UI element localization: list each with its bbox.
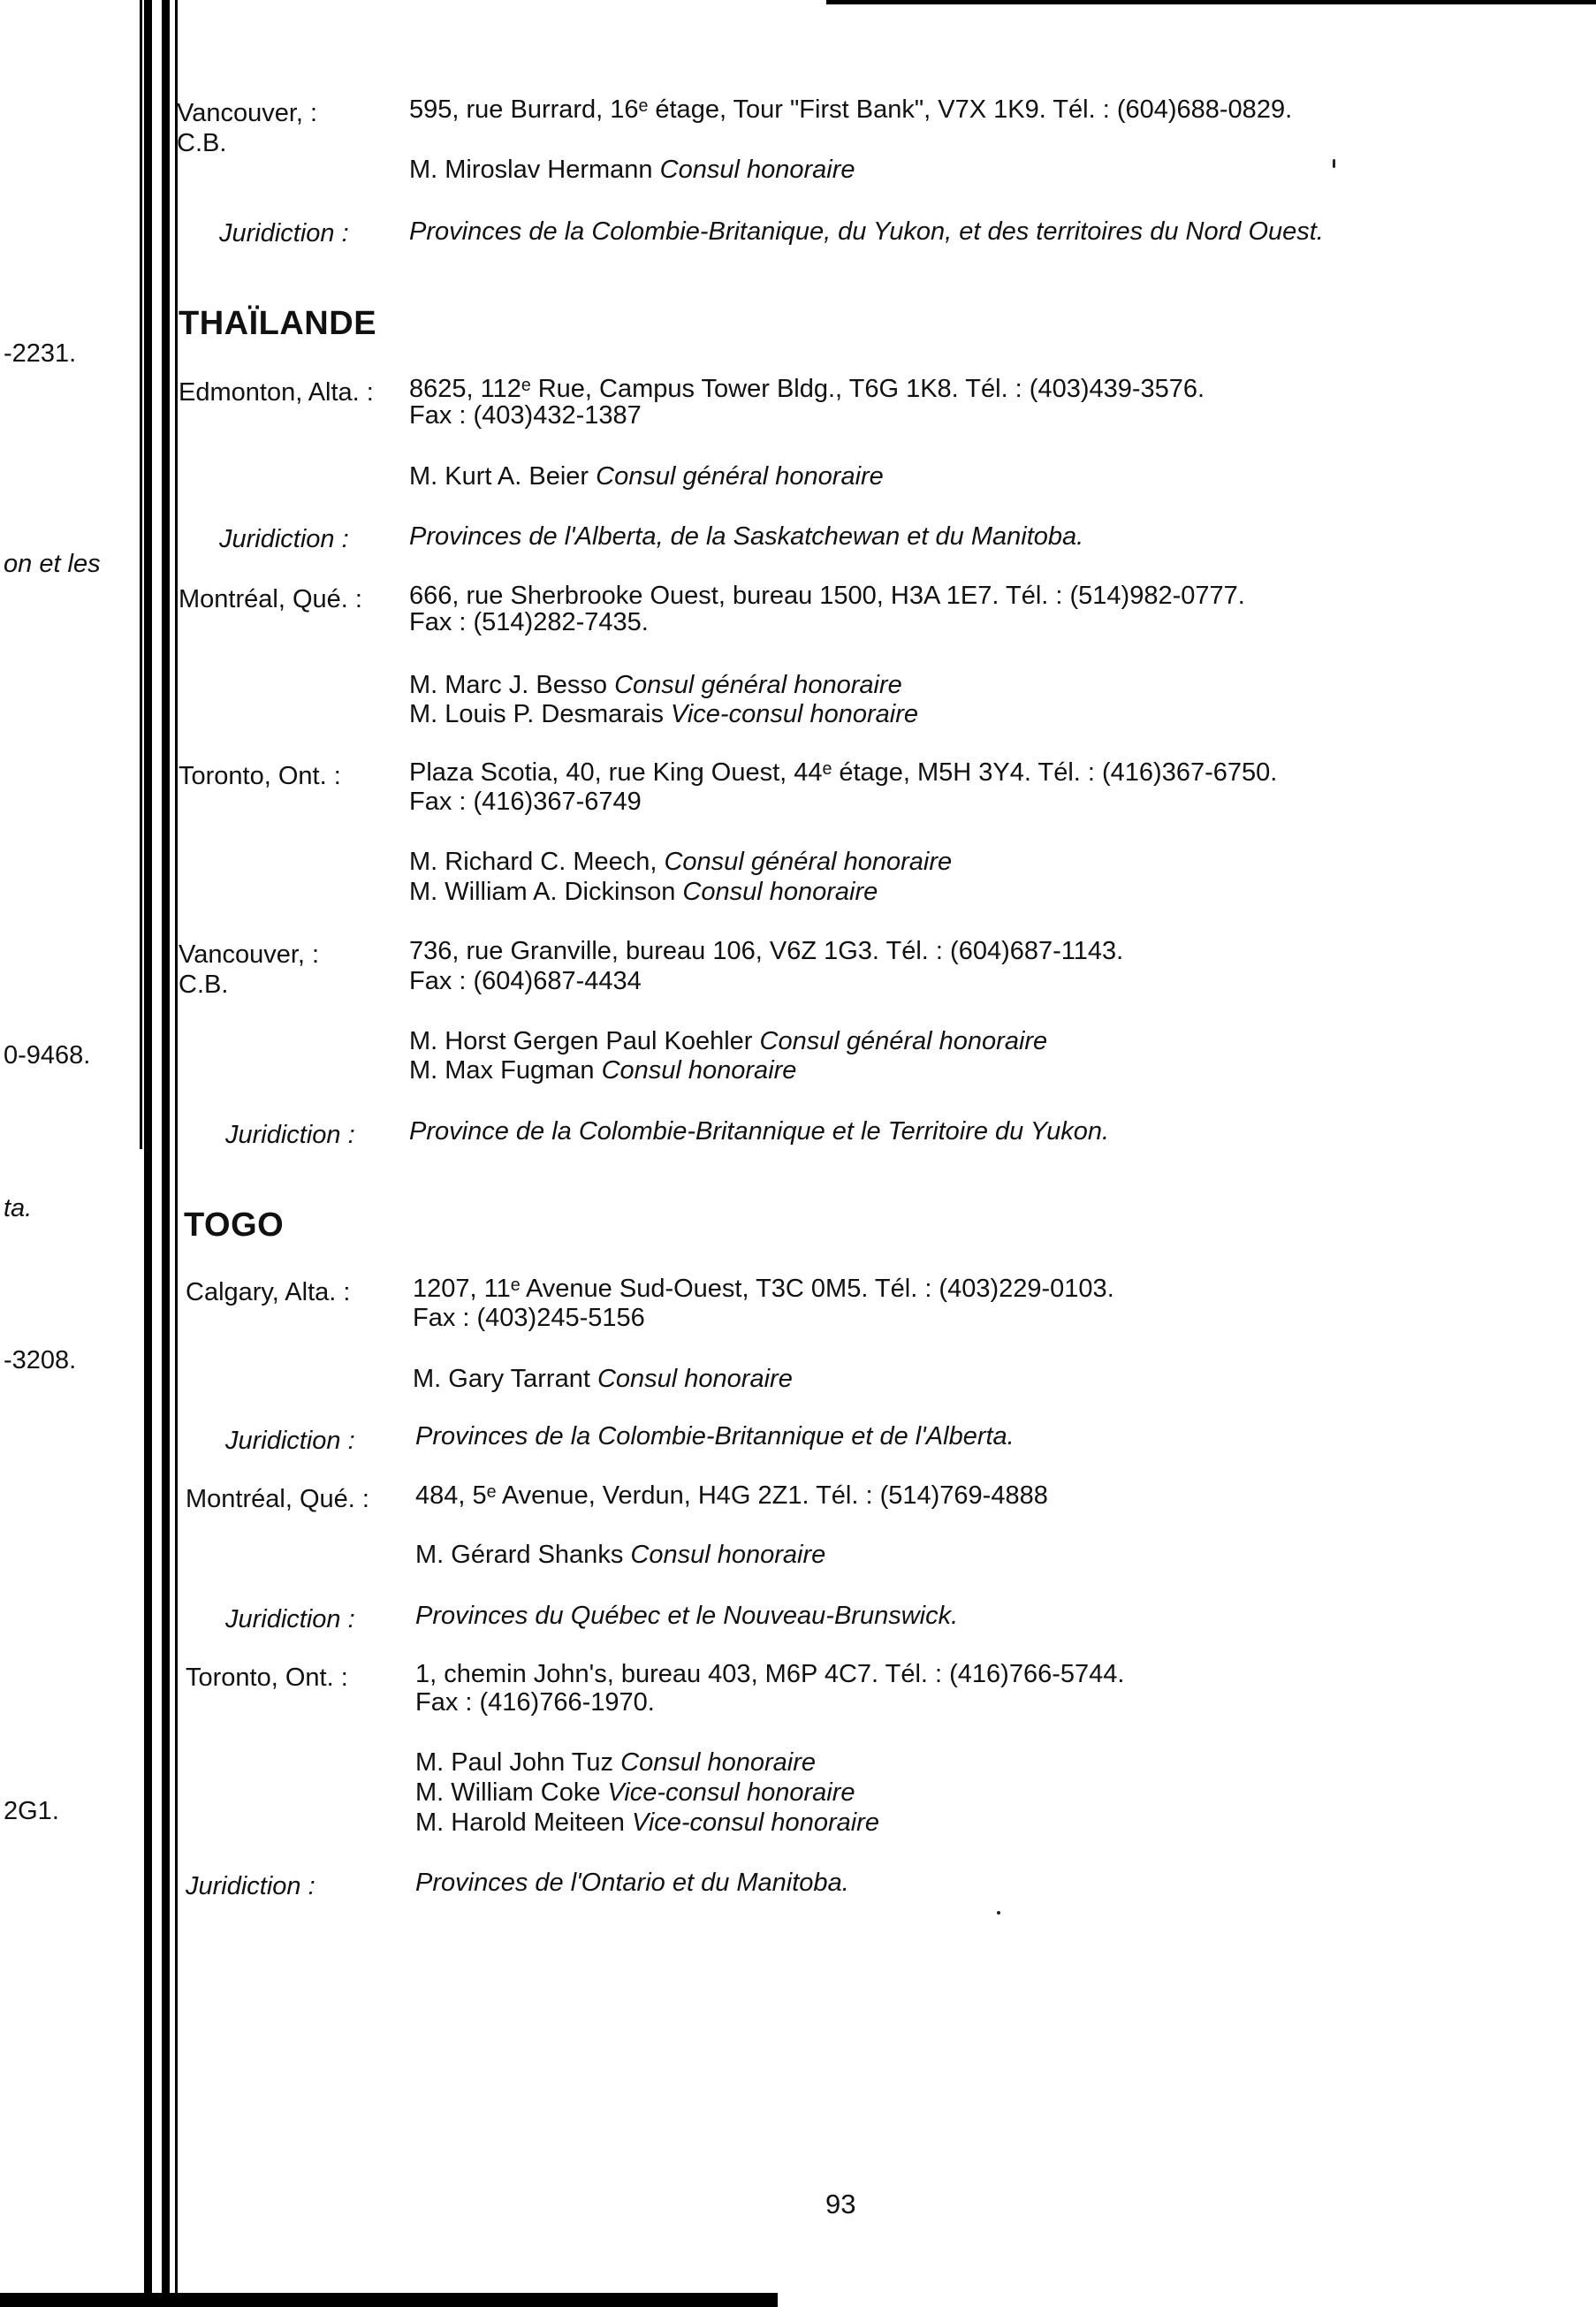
person-line xyxy=(409,1056,796,1085)
person-title: Consul général honoraire xyxy=(596,462,884,491)
person-line xyxy=(409,848,952,877)
person-line xyxy=(415,1808,879,1838)
person-line xyxy=(415,1778,855,1808)
person-title: Consul honoraire xyxy=(682,878,878,906)
city-label: Edmonton, Alta. : xyxy=(179,378,374,407)
person-line xyxy=(409,878,878,907)
margin-fragment: 2G1. xyxy=(4,1797,59,1825)
binding-edge xyxy=(162,0,170,2307)
person-title: Vice-consul honoraire xyxy=(671,700,918,728)
person-title: Consul honoraire xyxy=(620,1748,816,1777)
scan-speck xyxy=(997,1911,1000,1915)
person-title: Consul général honoraire xyxy=(614,671,902,699)
jurisdiction-text: Provinces du Québec et le Nouveau-Brunswick. xyxy=(415,1602,959,1630)
address-line: 736, rue Granville, bureau 106, V6Z 1G3. Tél. : (604)687-1143. xyxy=(409,937,1124,965)
person-name: M. William Coke xyxy=(415,1778,601,1807)
jurisdiction-text: Provinces de l'Ontario et du Manitoba. xyxy=(415,1869,849,1897)
country-heading: THAÏLANDE xyxy=(179,305,377,342)
jurisdiction-label: Juridiction : xyxy=(225,1121,355,1149)
person-name: M. Max Fugman xyxy=(409,1056,595,1085)
city-label: Vancouver, : xyxy=(179,940,320,969)
person-name: M. Harold Meiteen xyxy=(415,1808,625,1837)
city-label: Vancouver, : xyxy=(177,99,318,127)
person-name: M. Richard C. Meech, xyxy=(409,848,657,876)
person-line xyxy=(409,1027,1047,1056)
address-line: 666, rue Sherbrooke Ouest, bureau 1500, H3A 1E7. Tél. : (514)982-0777. xyxy=(409,582,1245,610)
province-label: C.B. xyxy=(177,129,227,157)
person-line xyxy=(409,462,884,491)
person-name: M. Louis P. Desmarais xyxy=(409,700,664,728)
scan-edge-bottom xyxy=(0,2293,778,2307)
person-title: Vice-consul honoraire xyxy=(607,1778,855,1807)
fax-line: Fax : (416)766-1970. xyxy=(415,1688,655,1717)
person-title: Consul honoraire xyxy=(597,1365,793,1393)
jurisdiction-label: Juridiction : xyxy=(225,1427,355,1455)
person-name: M. Paul John Tuz xyxy=(415,1748,614,1777)
margin-fragment: ta. xyxy=(4,1194,33,1222)
person-title: Consul honoraire xyxy=(659,156,855,184)
address-line: Plaza Scotia, 40, rue King Ouest, 44ᵉ étage, M5H 3Y4. Tél. : (416)367-6750. xyxy=(409,758,1278,787)
scan-speck xyxy=(1333,159,1335,168)
city-label: Toronto, Ont. : xyxy=(186,1664,348,1692)
city-label: Montréal, Qué. : xyxy=(186,1485,369,1513)
person-name: M. William A. Dickinson xyxy=(409,878,676,906)
person-line xyxy=(413,1365,793,1394)
fax-line: Fax : (403)245-5156 xyxy=(413,1304,645,1332)
person-name: M. Miroslav Hermann xyxy=(409,156,653,184)
person-line xyxy=(415,1541,825,1570)
margin-fragment: 0-9468. xyxy=(4,1041,91,1070)
province-label: C.B. xyxy=(179,971,229,999)
city-label: Montréal, Qué. : xyxy=(179,585,362,613)
facing-page-edge xyxy=(140,0,142,1149)
person-title: Consul général honoraire xyxy=(759,1027,1048,1055)
address-line: 595, rue Burrard, 16ᵉ étage, Tour "First Bank", V7X 1K9. Tél. : (604)688-0829. xyxy=(409,95,1293,124)
binding-edge xyxy=(175,0,178,2307)
jurisdiction-text: Provinces de la Colombie-Britanique, du Yukon, et des territoires du Nord Ouest. xyxy=(409,217,1324,246)
fax-line: Fax : (604)687-4434 xyxy=(409,967,642,995)
person-name: M. Marc J. Besso xyxy=(409,671,607,699)
person-title: Consul général honoraire xyxy=(664,848,953,876)
person-name: M. Kurt A. Beier xyxy=(409,462,589,491)
jurisdiction-text: Provinces de la Colombie-Britannique et de l'Alberta. xyxy=(415,1422,1015,1450)
jurisdiction-text: Provinces de l'Alberta, de la Saskatchewan et du Manitoba. xyxy=(409,522,1084,551)
fax-line: Fax : (514)282-7435. xyxy=(409,608,649,636)
person-name: M. Gérard Shanks xyxy=(415,1541,624,1569)
margin-fragment: -3208. xyxy=(4,1346,77,1374)
jurisdiction-label: Juridiction : xyxy=(225,1605,355,1633)
jurisdiction-label: Juridiction : xyxy=(186,1872,315,1900)
person-line xyxy=(409,671,902,700)
person-line xyxy=(409,700,918,729)
person-title: Consul honoraire xyxy=(601,1056,797,1085)
margin-fragment: -2231. xyxy=(4,339,77,368)
city-label: Toronto, Ont. : xyxy=(179,762,341,790)
jurisdiction-label: Juridiction : xyxy=(219,525,349,553)
jurisdiction-text: Province de la Colombie-Britannique et le Territoire du Yukon. xyxy=(409,1117,1110,1146)
person-line xyxy=(415,1748,816,1778)
person-name: M. Horst Gergen Paul Koehler xyxy=(409,1027,753,1055)
fax-line: Fax : (403)432-1387 xyxy=(409,401,642,430)
address-line: 484, 5ᵉ Avenue, Verdun, H4G 2Z1. Tél. : (514)769-4888 xyxy=(415,1481,1048,1510)
scan-edge-top xyxy=(826,0,1596,4)
jurisdiction-label: Juridiction : xyxy=(219,219,349,247)
person-name: M. Gary Tarrant xyxy=(413,1365,590,1393)
person-title: Vice-consul honoraire xyxy=(632,1808,879,1837)
city-label: Calgary, Alta. : xyxy=(186,1278,351,1306)
address-line: 1207, 11ᵉ Avenue Sud-Ouest, T3C 0M5. Tél. : (403)229-0103. xyxy=(413,1275,1114,1303)
address-line: 1, chemin John's, bureau 403, M6P 4C7. Tél. : (416)766-5744. xyxy=(415,1660,1125,1688)
binding-edge xyxy=(144,0,152,2307)
country-heading: TOGO xyxy=(184,1207,285,1244)
address-line: 8625, 112ᵉ Rue, Campus Tower Bldg., T6G 1K8. Tél. : (403)439-3576. xyxy=(409,375,1205,403)
page-number: 93 xyxy=(825,2189,856,2219)
person-title: Consul honoraire xyxy=(630,1541,826,1569)
person-line xyxy=(409,156,855,185)
fax-line: Fax : (416)367-6749 xyxy=(409,788,642,816)
margin-fragment: on et les xyxy=(4,550,101,578)
